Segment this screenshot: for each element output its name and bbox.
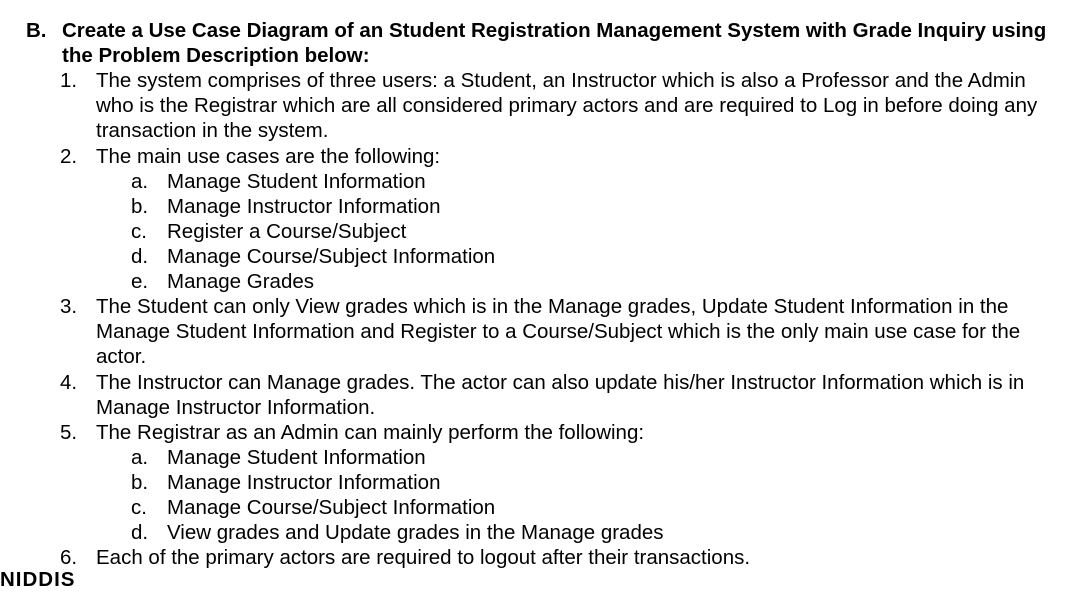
item-number: 2. [60, 145, 78, 168]
sub-item-letter: b. [131, 471, 149, 494]
item-number: 4. [60, 371, 78, 394]
sub-item-letter: c. [131, 220, 147, 243]
sub-item-text: Manage Course/Subject Information [167, 245, 496, 268]
item-text: Each of the primary actors are required to logout after their transactions. [96, 546, 751, 569]
item-number: 1. [60, 69, 78, 92]
sub-item-text: Manage Student Information [167, 446, 426, 469]
sub-item-text: Manage Student Information [167, 170, 426, 193]
sub-item-text: View grades and Update grades in the Manage grades [167, 521, 664, 544]
item-number: 3. [60, 295, 78, 318]
sub-item-text: Register a Course/Subject [167, 220, 407, 243]
item-number: 5. [60, 421, 78, 444]
item-text: The Instructor can Manage grades. The actor can also update his/her Instructor Information which is in Manage Instructor Information. [96, 371, 1025, 419]
section-title: Create a Use Case Diagram of an Student Registration Management System with Grade Inquiry using the Problem Description below: [62, 19, 1047, 67]
sub-item-text: Manage Instructor Information [167, 471, 441, 494]
item-text: The system comprises of three users: a Student, an Instructor which is also a Professor and the Admin who is the Registrar which are all considered primary actors and are required to Log in before doing any transaction in the system. [96, 69, 1038, 142]
sub-item-letter: d. [131, 521, 149, 544]
item-text: The Student can only View grades which is in the Manage grades, Update Student Information in the Manage Student Information and Register to a Course/Subject which is the only main use case for the actor. [96, 295, 1021, 368]
sub-item-letter: d. [131, 245, 149, 268]
sub-item-text: Manage Grades [167, 270, 315, 293]
sub-item-text: Manage Course/Subject Information [167, 496, 496, 519]
sub-item-letter: c. [131, 496, 147, 519]
section-letter: B. [26, 19, 47, 42]
sub-item-letter: a. [131, 446, 149, 469]
item-text: The main use cases are the following: [96, 145, 441, 168]
item-number: 6. [60, 546, 78, 569]
sub-item-letter: b. [131, 195, 149, 218]
sub-item-letter: e. [131, 270, 149, 293]
item-text: The Registrar as an Admin can mainly perform the following: [96, 421, 645, 444]
sub-item-text: Manage Instructor Information [167, 195, 441, 218]
cutoff-heading-fragment: NIDDIS [0, 568, 76, 591]
sub-item-letter: a. [131, 170, 149, 193]
